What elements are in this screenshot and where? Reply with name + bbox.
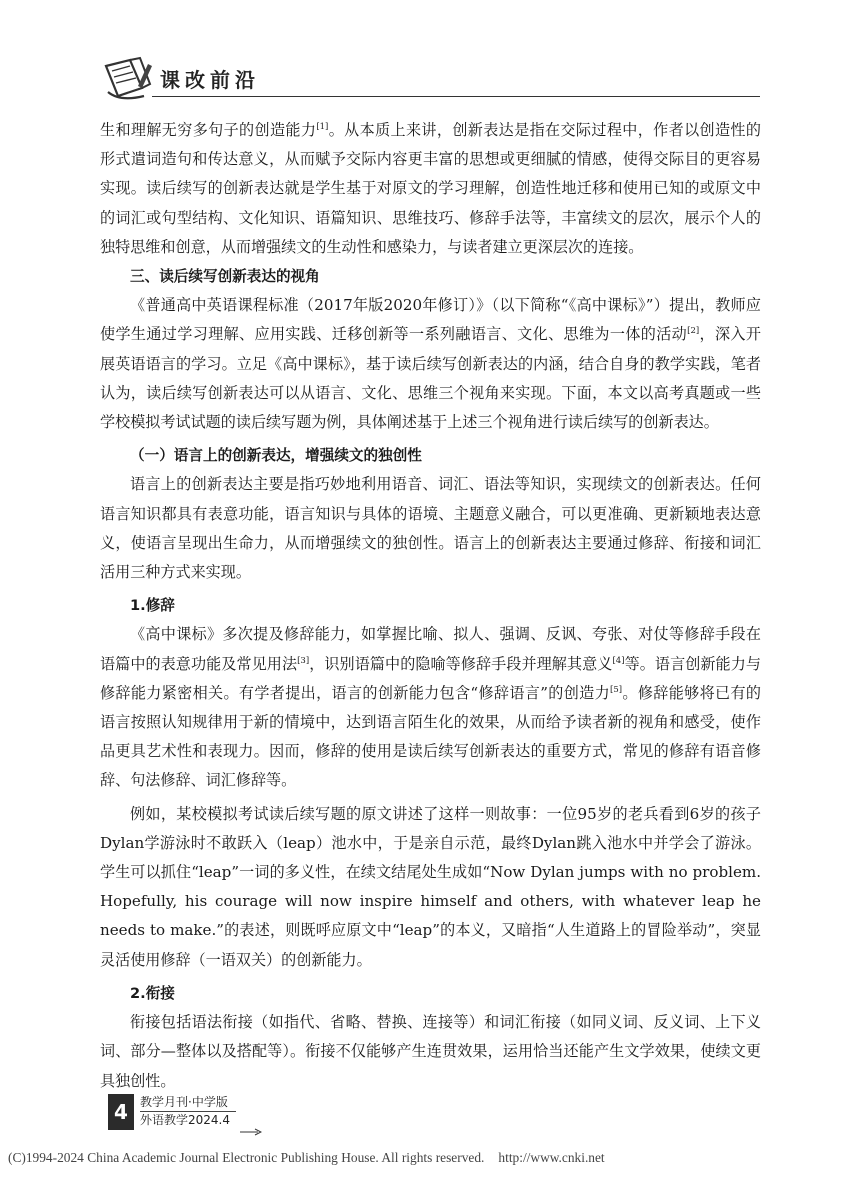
paragraph-0 — [100, 116, 761, 262]
subheading-rhetoric: 1.修辞 — [130, 597, 175, 615]
subsection-heading-1: （一）语言上的创新表达，增强续文的独创性 — [130, 447, 422, 465]
notebook-pen-icon — [100, 56, 156, 104]
copyright-text: (C)1994-2024 China Academic Journal Electronic Publishing House. All rights reserved. — [8, 1150, 485, 1165]
paragraph-text: 。从本质上来讲，创新表达是指在交际过程中，作者以创造性的形式遣词造句和传达意义，从而赋予交际内容更丰富的思想或更细腻的情感，使得交际目的更容易实现。读后续写的创新表达就是学生基于对原文的学习理解，创造性地迁移和使用已知的或原文中的词汇或句型结构、文化知识、语篇知识、思维技巧、修辞手法等，丰富续文的层次，展示个人的独特思维和创意，从而增强续文的生动性和感染力，与读者建立更深层次的连接。 — [100, 121, 761, 256]
citation-mark: [5] — [610, 684, 623, 695]
journal-info — [140, 1094, 260, 1132]
paragraph-text: 。修辞能够将已有的语言按照认知规律用于新的情境中，达到语言陌生化的效果，从而给予读者新的视角和感受，使作品更具艺术性和表现力。因而，修辞的使用是读后续写创新表达的重要方式，常见的修辞有语音修辞、句法修辞、词汇修辞等。 — [100, 683, 761, 790]
article-body — [100, 116, 761, 1096]
citation-mark: [3] — [297, 655, 310, 666]
journal-name: 教学月刊·中学版 — [140, 1095, 228, 1109]
section-heading-3: 三、读后续写创新表达的视角 — [130, 268, 320, 286]
paragraph-1 — [100, 291, 761, 437]
arrow-right-icon — [240, 1128, 262, 1136]
section-title: 课改前沿 — [160, 68, 260, 92]
citation-mark: [4] — [612, 655, 625, 666]
page-number: 4 — [108, 1094, 134, 1130]
citation-mark: [1] — [316, 121, 329, 132]
citation-mark: [2] — [687, 326, 700, 337]
header-rule — [152, 96, 760, 97]
copyright-line — [8, 1150, 852, 1166]
paragraph-text: 《高中课标》多次提及修辞能力，如掌握比喻、拟人、强调、反讽、夸张、对仗等修辞手段在语篇中的表意功能及常见用法 — [100, 625, 761, 673]
subheading-cohesion: 2.衔接 — [130, 984, 175, 1002]
paragraph-text: ，深入开展英语语言的学习。立足《高中课标》，基于读后续写创新表达的内涵，结合自身的教学实践，笔者认为，读后续写创新表达可以从语言、文化、思维三个视角来实现。下面，本文以高考真题或一些学校模拟考试试题的读后续写题为例，具体阐述基于上述三个视角进行读后续写的创新表达。 — [100, 325, 761, 432]
journal-issue: 外语教学2024.4 — [140, 1113, 230, 1127]
paragraph-text: 生和理解无穷多句子的创造能力 — [100, 121, 317, 139]
paragraph-text: ，识别语篇中的隐喻等修辞手段并理解其意义 — [309, 654, 613, 673]
paragraph-text: 等。语言创新能力与修辞能力紧密相关。有学者提出，语言的创新能力包含“修辞语言”的创造力 — [100, 654, 761, 702]
cnki-link[interactable]: http://www.cnki.net — [498, 1150, 605, 1165]
page-header — [100, 56, 760, 106]
paragraph-3 — [100, 620, 761, 795]
paragraph-text: 《普通高中英语课程标准（2017年版2020年修订）》（以下简称“《高中课标》”）提出，教师应使学生通过学习理解、应用实践、迁移创新等一系列融语言、文化、思维为一体的活动 — [100, 296, 761, 344]
paragraph-2: 语言上的创新表达主要是指巧妙地利用语音、词汇、语法等知识，实现续文的创新表达。任何语言知识都具有表意功能，语言知识与具体的语境、主题意义融合，可以更准确、更新颖地表达意义，使语言呈现出生命力，从而增强续文的独创性。语言上的创新表达主要通过修辞、衔接和词汇活用三种方式来实现。 — [100, 475, 761, 582]
paragraph-5: 衔接包括语法衔接（如指代、省略、替换、连接等）和词汇衔接（如同义词、反义词、上下义词、部分—整体以及搭配等）。衔接不仅能够产生连贯效果，运用恰当还能产生文学效果，使续文更具独创性。 — [100, 1013, 761, 1090]
paragraph-4: 例如，某校模拟考试读后续写题的原文讲述了这样一则故事：一位95岁的老兵看到6岁的孩子Dylan学游泳时不敢跃入（leap）池水中，于是亲自示范，最终Dylan跳入池水中并学会了游泳。学生可以抓住“leap”一词的多义性，在续文结尾处生成如“Now Dylan jumps with no problem. Hopefully, his courage will now inspire himself and others, with whatever leap he needs to make.”的表述，则既呼应原文中“leap”的本义，又暗指“人生道路上的冒险举动”，突显灵活使用修辞（一语双关）的创新能力。 — [100, 804, 761, 969]
